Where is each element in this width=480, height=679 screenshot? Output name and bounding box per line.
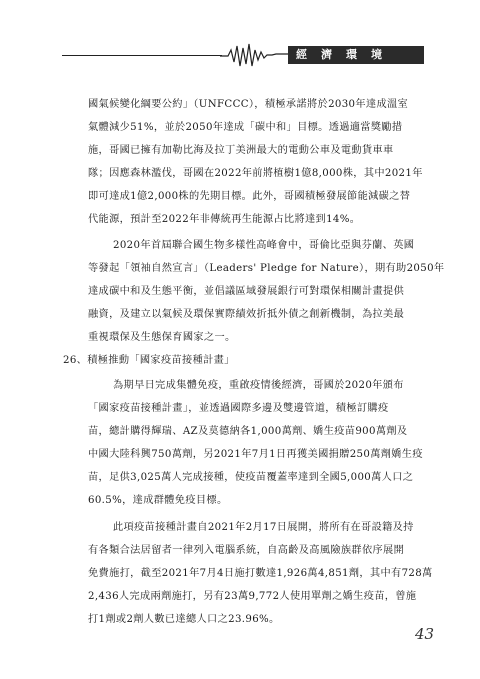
page-number: 43: [415, 625, 435, 643]
paragraph-line: 60.5%，達成群體免疫目標。: [88, 495, 228, 506]
paragraph-line: 2020年首屆聯合國生物多樣性高峰會中，哥倫比亞與芬蘭、英國: [113, 240, 415, 251]
paragraph-line: 有各類合法居留者一律列入電腦系統，自高齡及高風險族群依序展開: [88, 545, 405, 556]
paragraph-line: 免費施打，截至2021年7月4日施打數達1,926萬4,851劑，其中有728萬: [88, 568, 433, 579]
paragraph-line: 為期早日完成集體免疫，重啟疫情後經濟，哥國於2020年頒布: [113, 380, 404, 391]
paragraph-line: 等發起「領袖自然宣言」（Leaders' Pledge for Nature），期有助2050年: [88, 263, 445, 274]
section-heading: 26、積極推動「國家疫苗接種計畫」: [63, 355, 235, 366]
paragraph-line: 達成碳中和及生態平衡，並倡議區域發展銀行可對環保相關計畫提供: [88, 286, 405, 297]
paragraph-line: 融資，及建立以氣候及環保實際績效折抵外債之創新機制，為拉美最: [88, 309, 405, 320]
paragraph-line: 此項疫苗接種計畫自2021年2月17日展開，將所有在哥設籍及持: [113, 522, 414, 533]
paragraph-line: 即可達成1億2,000株的先期目標。此外，哥國積極發展節能減碳之替: [88, 191, 411, 202]
paragraph-line: 氣體減少51%，並於2050年達成「碳中和」目標。透過適當獎勵措: [88, 122, 403, 133]
paragraph-line: 苗，足供3,025萬人完成接種，使疫苗覆蓋率達到全國5,000萬人口之: [88, 472, 414, 483]
paragraph-line: 「國家疫苗接種計畫」，並透過國際多邊及雙邊管道，積極訂購疫: [88, 403, 389, 414]
paragraph-line: 代能源，預計至2022年非傳統再生能源占比將達到14%。: [88, 214, 361, 225]
paragraph-line: 2,436人完成兩劑施打，另有23萬9,772人使用單劑之嬌生疫苗，曾施: [88, 591, 417, 602]
paragraph-line: 苗，總計購得輝瑞、AZ及莫德納各1,000萬劑、嬌生疫苗900萬劑及: [88, 426, 408, 437]
paragraph-line: 國氣候變化綱要公約」（UNFCCC），積極承諾將於2030年達成溫室: [88, 99, 409, 110]
paragraph-line: 打1劑或2劑人數已達總人口之23.96%。: [88, 614, 280, 625]
paragraph-line: 施，哥國已擁有加勒比海及拉丁美洲最大的電動公車及電動貨車車: [88, 145, 394, 156]
paragraph-line: 重視環保及生態保育國家之一。: [88, 332, 236, 343]
header-title: 經濟環境: [296, 48, 396, 61]
paragraph-line: 中國大陸科興750萬劑，另2021年7月1日再獲美國捐贈250萬劑嬌生疫: [88, 449, 423, 460]
paragraph-line: 隊；因應森林濫伐，哥國在2022年前將植樹1億8,000株，其中2021年: [88, 168, 423, 179]
